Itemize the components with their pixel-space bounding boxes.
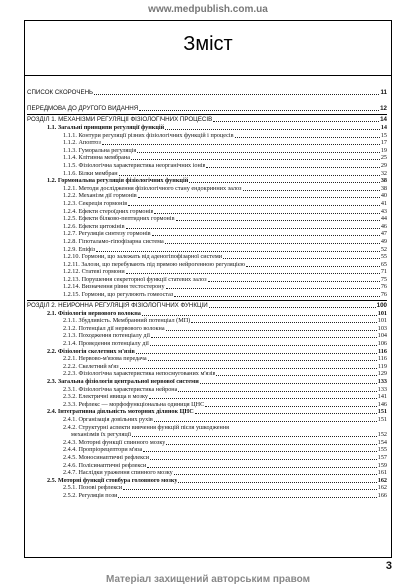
toc-subsection-2-4-2[interactable]: 2.4.2. Структурні аспекти вивчення функцій після ушкодження (63, 423, 229, 431)
toc-subsection[interactable]: 2.1.4. Проведення потенціалу дії 106 (63, 340, 387, 348)
toc-entry-preface[interactable]: ПЕРЕДМОВА ДО ДРУГОГО ВИДАННЯ 12 (27, 105, 387, 112)
toc-subsection[interactable]: 1.2.7. Регуляція синтезу гормонів 47 (63, 230, 387, 238)
toc-subsection[interactable]: 1.2.6. Ефекти цитокінів 46 (63, 222, 387, 230)
page-frame (24, 20, 392, 558)
divider (27, 300, 387, 301)
toc-subsection[interactable]: 1.1.3. Гуморальна регуляція 19 (63, 146, 387, 154)
toc-subsection[interactable]: 2.2.2. Скелетний м'яз 119 (63, 362, 387, 370)
toc-subsection[interactable]: 1.1.5. Фізіологічна характеристика неорганічних іонів 29 (63, 161, 387, 169)
toc-subsection[interactable]: 1.2.8. Гіпоталамо-гіпофізарна система 49 (63, 237, 387, 245)
toc-subsection[interactable]: 2.4.4. Пропріорецептори м'яза 155 (63, 446, 387, 454)
toc-section-2-5[interactable]: 2.5. Моторні функції стовбура головного мозку 162 (47, 476, 387, 484)
toc-subsection[interactable]: 2.5.1. Позові рефлекси 162 (63, 484, 387, 492)
toc-subsection[interactable]: 2.3.1. Фізіологічна характеристика нейрона 133 (63, 385, 387, 393)
divider (27, 114, 387, 115)
table-of-contents (27, 89, 387, 500)
toc-subsection-2-4-2-continued[interactable]: механізмів їх регуляції 152 (71, 431, 387, 439)
toc-section-2-1[interactable]: 2.1. Фізіологія нервового волокна 101 (47, 309, 387, 317)
toc-subsection[interactable]: 2.1.1. Збудливість. Мембранний потенціал (МП) 101 (63, 317, 387, 325)
toc-section-2-3[interactable]: 2.3. Загальна фізіологія центральної нервової системи 133 (47, 378, 387, 385)
toc-subsection[interactable]: 1.1.4. Клітинна мембрана 25 (63, 154, 387, 162)
toc-section-1-1[interactable]: 1.1. Загальні принципи регуляції функцій 14 (47, 124, 387, 131)
toc-section-2-4[interactable]: 2.4. Інтегративна діяльність моторних ділянок ЦНС 151 (47, 408, 387, 416)
toc-subsection[interactable]: 2.4.5. Моносинаптичні рефлекси 157 (63, 453, 387, 461)
toc-subsection[interactable]: 2.2.3. Фізіологічна характеристика непосмугованих м'язів 129 (63, 370, 387, 378)
toc-subsection[interactable]: 1.2.11. Залози, що перебувають під прямою нейрогенною регуляцією 65 (63, 260, 387, 268)
toc-entry-abbreviations[interactable]: СПИСОК СКОРОЧЕНЬ 11 (27, 89, 387, 96)
site-url[interactable]: www.medpublish.com.ua (148, 4, 268, 15)
toc-chapter-2[interactable]: РОЗДІЛ 2. НЕЙРОННА РЕГУЛЯЦІЯ ФІЗІОЛОГІЧНИХ ФУНКЦІЙ 100 (27, 301, 387, 309)
page-number: 3 (385, 560, 392, 572)
toc-subsection[interactable]: 2.2.1. Нервово-м'язова передача 116 (63, 355, 387, 363)
toc-subsection[interactable]: 2.4.7. Наслідки ураження спинного мозку 161 (63, 469, 387, 477)
toc-section-1-2[interactable]: 1.2. Гормональна регуляція фізіологічних функцій 38 (47, 177, 387, 185)
toc-subsection[interactable]: 2.4.3. Моторні функції спинного мозку 154 (63, 438, 387, 446)
toc-subsection[interactable]: 1.2.12. Статеві гормони 71 (63, 268, 387, 276)
toc-subsection[interactable]: 2.4.1. Організація довільних рухів 151 (63, 415, 387, 423)
title-divider (25, 75, 391, 76)
toc-subsection[interactable]: 2.1.3. Походження потенціалу дії 104 (63, 332, 387, 340)
toc-subsection[interactable]: 1.1.6. Білки мембран 32 (63, 169, 387, 177)
toc-subsection[interactable]: 1.2.4. Ефекти стероїдних гормонів 43 (63, 207, 387, 215)
toc-subsection[interactable]: 1.2.5. Ефекти білково-пептидних гормонів 44 (63, 215, 387, 223)
toc-subsection[interactable]: 1.2.15. Гормони, що регулюють гомеостаз 76 (63, 291, 387, 299)
toc-subsection[interactable]: 1.2.1. Методи дослідження фізіологічного стану ендокринних залоз 38 (63, 184, 387, 192)
toc-subsection[interactable]: 2.3.3. Рефлекс — морфофункціональна одиниця ЦНС 146 (63, 400, 387, 408)
toc-subsection[interactable]: 2.5.2. Регуляція пози 166 (63, 491, 387, 499)
toc-subsection[interactable]: 1.2.2. Механізм дії гормонів 40 (63, 192, 387, 200)
toc-subsection[interactable]: 1.2.3. Секреція гормонів 41 (63, 199, 387, 207)
toc-section-2-2[interactable]: 2.2. Фізіологія скелетних м'язів 116 (47, 347, 387, 355)
toc-subsection[interactable]: 1.2.10. Гормони, що залежать від аденогіпофізарної системи 55 (63, 253, 387, 261)
toc-subsection[interactable]: 1.2.9. Епіфіз 52 (63, 245, 387, 253)
toc-subsection[interactable]: 1.1.2. Апоптоз 17 (63, 139, 387, 147)
toc-subsection[interactable]: 2.1.2. Потенціал дії нервового волокна 103 (63, 324, 387, 332)
page-title: Зміст (183, 33, 233, 55)
toc-subsection[interactable]: 1.2.13. Порушення секреторної функції статевих залоз 75 (63, 275, 387, 283)
copyright-notice: Матеріал захищений авторським правом (106, 574, 310, 585)
toc-chapter-1[interactable]: РОЗДІЛ 1. МЕХАНІЗМИ РЕГУЛЯЦІЇ ФІЗІОЛОГІЧНИХ ПРОЦЕСІВ 14 (27, 116, 387, 123)
toc-subsection[interactable]: 2.3.2. Електричні явища в мозку 141 (63, 393, 387, 401)
toc-subsection[interactable]: 2.4.6. Полісинаптичні рефлекси 159 (63, 461, 387, 469)
toc-subsection[interactable]: 1.2.14. Визначення рівня тестостерону 76 (63, 283, 387, 291)
toc-subsection[interactable]: 1.1.1. Контури регуляції різних фізіологічних функцій і процесів 15 (63, 131, 387, 139)
